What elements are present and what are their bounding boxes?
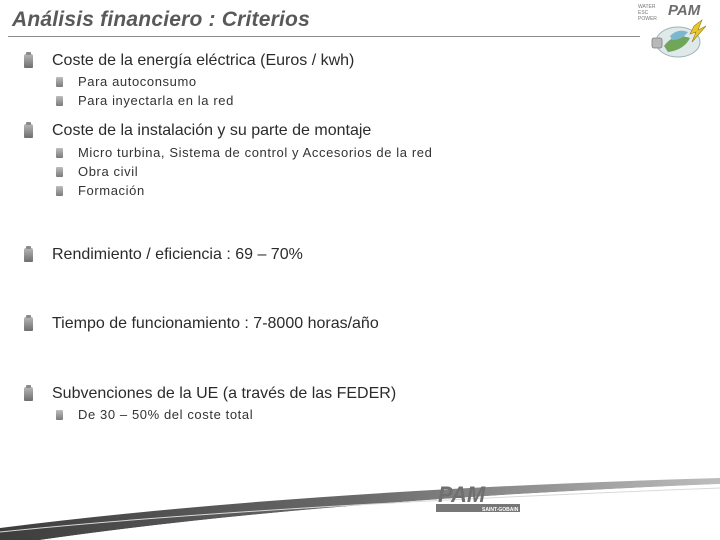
logo-brand: PAM [668, 2, 701, 19]
footer-logo-company: SAINT-GOBAIN [482, 507, 519, 513]
bullet-icon [24, 124, 33, 138]
bullet-icon [24, 54, 33, 68]
bullet-icon [24, 317, 33, 331]
sub-bullet-icon [56, 186, 63, 196]
footer-logo-brand: PAM [438, 482, 486, 507]
sub-bullet-icon [56, 77, 63, 87]
title-divider [8, 36, 640, 37]
slide-title: Análisis financiero : Criterios [12, 8, 310, 31]
bullet-icon [24, 387, 33, 401]
lightbulb-logo-icon [644, 16, 714, 60]
sub-bullet-icon [56, 410, 63, 420]
corner-logo [638, 2, 718, 60]
footer-swoosh [0, 470, 720, 540]
sub-bullet-icon [56, 167, 63, 177]
bullet-icon [24, 248, 33, 262]
sub-bullet-icon [56, 148, 63, 158]
sub-bullet-icon [56, 96, 63, 106]
pam-saint-gobain-logo [436, 482, 522, 518]
logo-tagline: WATER ESC POWER [638, 4, 657, 22]
